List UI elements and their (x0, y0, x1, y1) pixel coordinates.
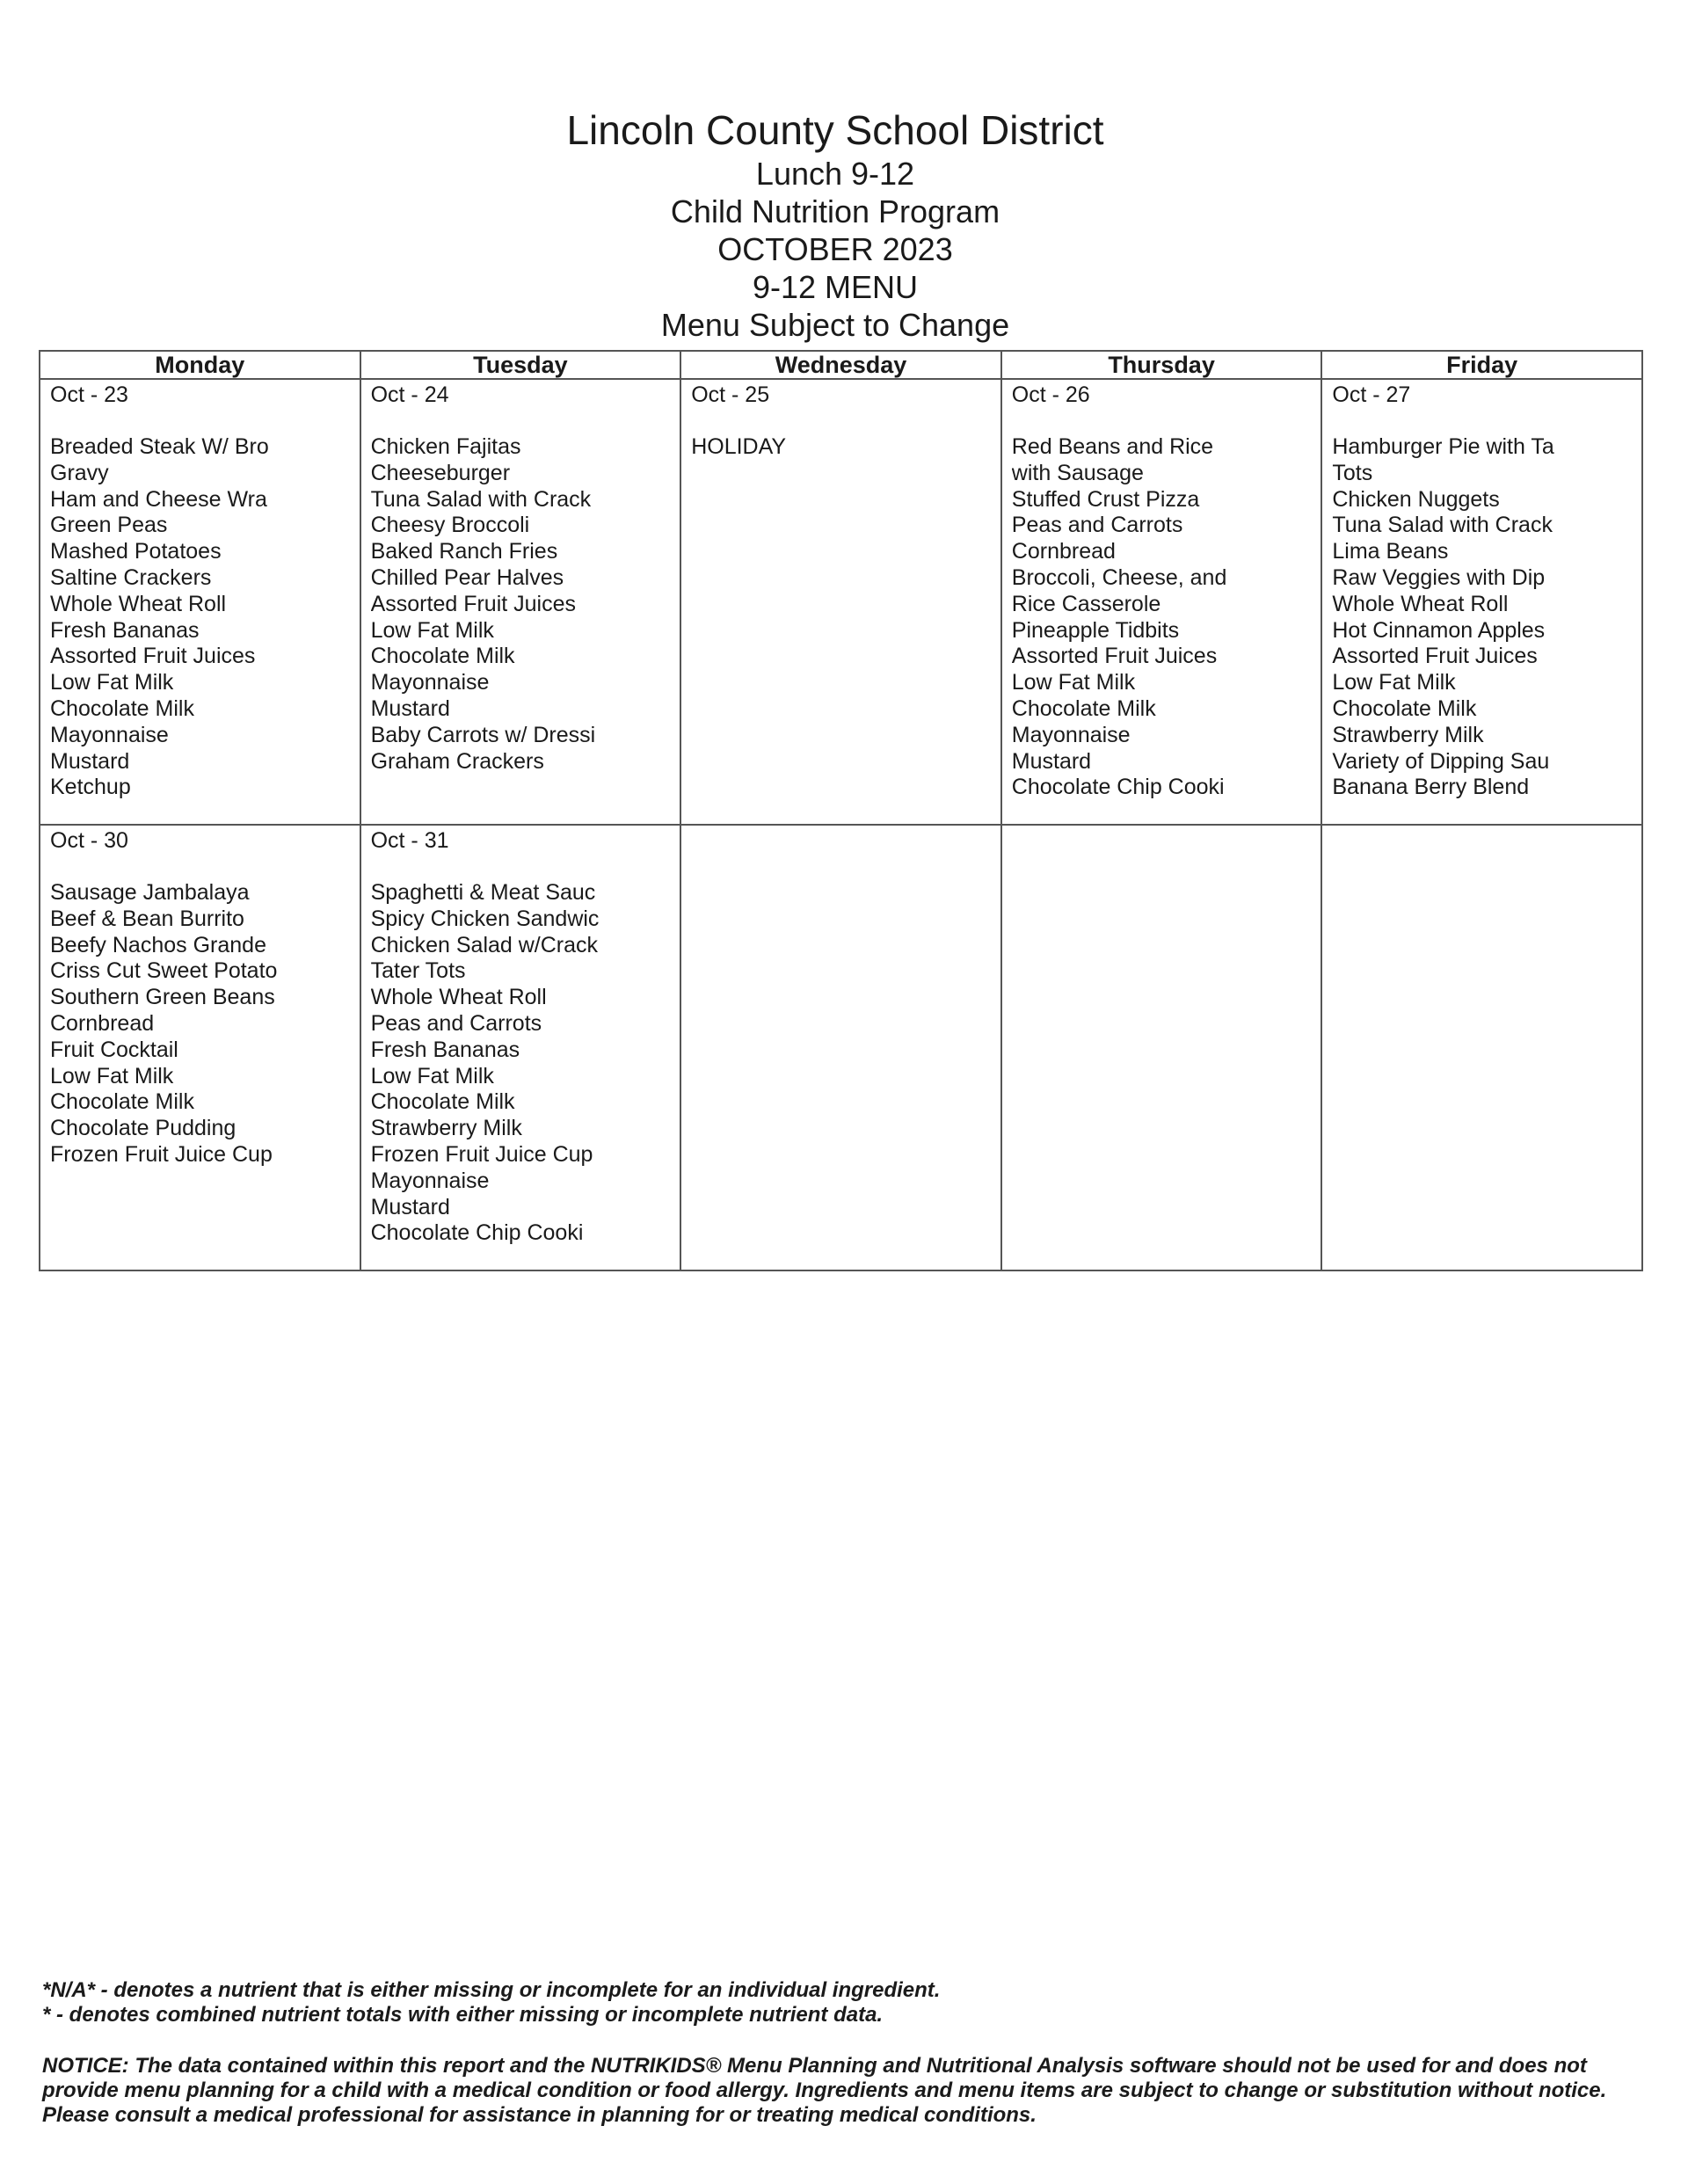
menu-item: Criss Cut Sweet Potato (50, 958, 278, 984)
menu-item: Peas and Carrots (370, 1010, 542, 1036)
menu-item: Chocolate Milk (50, 1089, 194, 1115)
week-row (40, 379, 1642, 825)
menu-item: Banana Berry Blend (1332, 775, 1530, 800)
menu-item: Low Fat Milk (1011, 670, 1136, 695)
menu-item: Chocolate Chip Cooki (1011, 775, 1225, 800)
day-date: Oct - 31 (370, 828, 449, 853)
menu-item: HOLIDAY (691, 434, 787, 459)
menu-item: Lima Beans (1332, 539, 1449, 564)
menu-item: Green Peas (50, 513, 168, 538)
na-note: *N/A* - denotes a nutrient that is either missing or incomplete for an individual ingredient. (42, 1978, 941, 2002)
menu-item: Whole Wheat Roll (50, 591, 227, 616)
menu-item: Mayonnaise (370, 670, 490, 695)
menu-item-list (1332, 434, 1641, 801)
menu-item: Red Beans and Rice (1011, 434, 1214, 459)
day-cell (680, 825, 1001, 1270)
menu-item: Chocolate Milk (1011, 695, 1156, 721)
menu-item-list (371, 880, 680, 1247)
menu-label: 9-12 MENU (752, 269, 919, 305)
menu-item: Baked Ranch Fries (370, 539, 558, 564)
menu-item: with Sausage (1011, 460, 1144, 485)
menu-item: Mashed Potatoes (50, 539, 222, 564)
day-cell (1321, 825, 1642, 1270)
menu-item: Tuna Salad with Crack (1332, 513, 1553, 538)
day-date: Oct - 26 (1011, 382, 1090, 407)
month-label: OCTOBER 2023 (717, 231, 953, 267)
menu-item: Stuffed Crust Pizza (1011, 486, 1200, 512)
menu-item: Chicken Salad w/Crack (370, 932, 599, 957)
menu-item-list (371, 434, 680, 775)
menu-item: Low Fat Milk (370, 617, 494, 643)
subject-to-change-label: Menu Subject to Change (660, 307, 1010, 343)
day-header-thursday: Thursday (1001, 351, 1322, 379)
menu-item: Mustard (50, 748, 130, 774)
menu-item: Breaded Steak W/ Bro (50, 434, 269, 459)
day-header-wednesday: Wednesday (680, 351, 1001, 379)
menu-item: Raw Veggies with Dip (1332, 564, 1546, 590)
menu-item: Strawberry Milk (1332, 722, 1484, 747)
menu-item: Chicken Nuggets (1332, 486, 1500, 512)
menu-item: Baby Carrots w/ Dressi (370, 722, 596, 747)
day-header-friday: Friday (1321, 351, 1642, 379)
menu-item: Beefy Nachos Grande (50, 932, 266, 957)
menu-item: Cheesy Broccoli (370, 513, 530, 538)
menu-item: Chocolate Milk (1332, 695, 1477, 721)
menu-item: Low Fat Milk (1332, 670, 1456, 695)
menu-item: Tuna Salad with Crack (370, 486, 592, 512)
menu-item: Chilled Pear Halves (370, 564, 564, 590)
menu-item: Assorted Fruit Juices (1011, 644, 1218, 669)
menu-item: Spicy Chicken Sandwic (370, 906, 600, 931)
day-cell (1321, 379, 1642, 825)
menu-item: Tots (1332, 460, 1373, 485)
menu-item: Hot Cinnamon Apples (1332, 617, 1546, 643)
menu-item: Mayonnaise (370, 1168, 490, 1193)
program-label: Child Nutrition Program (670, 193, 1000, 229)
menu-item: Variety of Dipping Sau (1332, 748, 1550, 774)
day-cell (360, 825, 681, 1270)
day-cell (360, 379, 681, 825)
day-date: Oct - 27 (1332, 382, 1411, 407)
menu-item: Fresh Bananas (370, 1037, 520, 1062)
menu-item: Cornbread (1011, 539, 1116, 564)
notice-text: NOTICE: The data contained within this report and the NUTRIKIDS® Menu Planning and Nutritional Analysis software should not be used for and does not provide menu planning for a child with a medical condition or food allergy. Ingredients and menu items are subject to change or substitution without notice. Please consult a medical professional for assistance in planning for or treating medical conditions. (42, 2054, 1607, 2127)
day-date: Oct - 23 (50, 382, 128, 407)
menu-item: Sausage Jambalaya (50, 880, 250, 905)
menu-item-list (50, 434, 360, 801)
district-title: Lincoln County School District (566, 107, 1104, 153)
day-cell (40, 379, 360, 825)
menu-item: Frozen Fruit Juice Cup (370, 1141, 593, 1167)
menu-item: Chocolate Chip Cooki (370, 1220, 584, 1246)
menu-item: Graham Crackers (370, 748, 544, 774)
menu-item: Low Fat Milk (50, 1063, 174, 1088)
menu-item: Mustard (1011, 748, 1092, 774)
menu-item: Southern Green Beans (50, 985, 275, 1010)
menu-item: Gravy (50, 460, 109, 485)
menu-item: Mustard (370, 1194, 450, 1219)
menu-item-list (691, 434, 1000, 461)
menu-item: Assorted Fruit Juices (50, 644, 256, 669)
menu-item-list (1012, 434, 1321, 801)
menu-item: Assorted Fruit Juices (1332, 644, 1538, 669)
menu-item: Broccoli, Cheese, and (1011, 564, 1227, 590)
day-cell (1001, 379, 1322, 825)
menu-item: Cornbread (50, 1010, 155, 1036)
menu-item: Tater Tots (370, 958, 466, 984)
day-date: Oct - 25 (691, 382, 770, 407)
menu-item: Low Fat Milk (370, 1063, 494, 1088)
menu-item-list (50, 880, 360, 1168)
day-cell (1001, 825, 1322, 1270)
menu-item: Hamburger Pie with Ta (1332, 434, 1554, 459)
menu-item: Cheeseburger (370, 460, 511, 485)
menu-item: Ketchup (50, 775, 131, 800)
menu-item: Assorted Fruit Juices (370, 591, 577, 616)
menu-item: Frozen Fruit Juice Cup (50, 1141, 273, 1167)
menu-item: Pineapple Tidbits (1011, 617, 1180, 643)
menu-item: Mayonnaise (50, 722, 169, 747)
day-cell (680, 379, 1001, 825)
menu-item: Chocolate Milk (370, 644, 515, 669)
document-header (0, 106, 1670, 344)
menu-item: Whole Wheat Roll (370, 985, 547, 1010)
menu-item: Spaghetti & Meat Sauc (370, 880, 596, 905)
day-cell (40, 825, 360, 1270)
weekday-header-row (40, 351, 1642, 379)
menu-item: Strawberry Milk (370, 1116, 522, 1141)
star-note: * - denotes combined nutrient totals with either missing or incomplete nutrient data. (42, 2003, 884, 2027)
menu-item: Mustard (370, 695, 450, 721)
menu-item: Chocolate Pudding (50, 1116, 236, 1141)
footer-notes (42, 1978, 1651, 2128)
day-date: Oct - 24 (370, 382, 449, 407)
menu-item: Whole Wheat Roll (1332, 591, 1509, 616)
menu-item: Fresh Bananas (50, 617, 200, 643)
menu-item: Mayonnaise (1011, 722, 1131, 747)
menu-item: Beef & Bean Burrito (50, 906, 244, 931)
menu-item: Peas and Carrots (1011, 513, 1183, 538)
menu-item: Chicken Fajitas (370, 434, 521, 459)
day-date: Oct - 30 (50, 828, 128, 853)
menu-item: Fruit Cocktail (50, 1037, 178, 1062)
menu-item: Low Fat Milk (50, 670, 174, 695)
menu-item: Chocolate Milk (370, 1089, 515, 1115)
menu-item: Chocolate Milk (50, 695, 194, 721)
day-header-monday: Monday (40, 351, 360, 379)
lunch-label: Lunch 9-12 (755, 156, 915, 192)
menu-item: Ham and Cheese Wra (50, 486, 267, 512)
menu-item: Rice Casserole (1011, 591, 1161, 616)
menu-item: Saltine Crackers (50, 564, 212, 590)
week-row (40, 825, 1642, 1270)
menu-calendar (39, 350, 1643, 1271)
day-header-tuesday: Tuesday (360, 351, 681, 379)
